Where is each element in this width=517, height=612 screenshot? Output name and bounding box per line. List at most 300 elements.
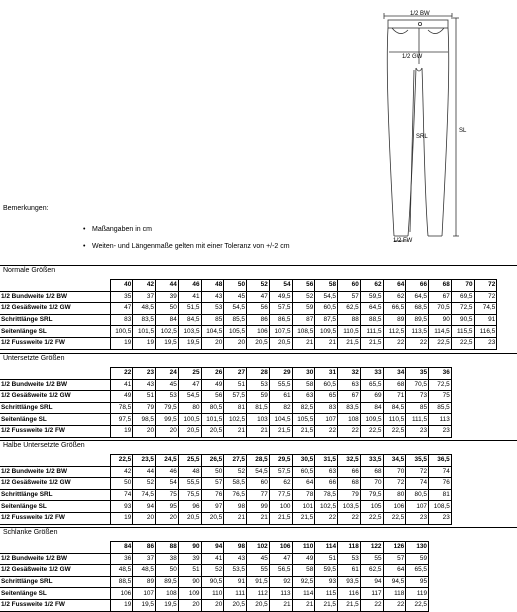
measurement-value: 22 <box>360 599 383 611</box>
measurement-value: 23 <box>429 512 452 524</box>
measurement-value: 50 <box>110 478 133 490</box>
measurement-value: 56 <box>201 391 224 403</box>
measurement-value: 20,5 <box>247 337 270 349</box>
measurement-value: 110 <box>201 588 224 600</box>
measurement-value: 20 <box>201 599 224 611</box>
measurement-value: 111 <box>224 588 247 600</box>
measurement-value: 102,5 <box>315 501 338 513</box>
size-header-cell: 35 <box>406 368 429 380</box>
measurement-value: 23 <box>429 425 452 437</box>
size-header-cell: 24 <box>156 368 179 380</box>
measurement-label: Seitenlänge SL <box>0 414 110 426</box>
measurement-label: 1/2 Fussweite 1/2 FW <box>0 425 110 437</box>
hip-measure-label: 1/2 GW <box>402 54 423 60</box>
section-title: Untersetzte Größen <box>3 355 65 362</box>
measurement-value: 82,5 <box>292 402 315 414</box>
measurement-value: 72 <box>474 291 497 303</box>
size-header-cell: 88 <box>156 542 179 554</box>
measurement-value: 19,5 <box>133 599 156 611</box>
measurement-value: 45 <box>247 553 270 565</box>
measurement-value: 100,5 <box>110 326 133 338</box>
measurement-value: 71 <box>383 391 406 403</box>
measurement-value: 116,5 <box>474 326 497 338</box>
measurement-value: 88,5 <box>360 314 383 326</box>
measurement-value: 75 <box>156 489 179 501</box>
measurement-value: 114 <box>292 588 315 600</box>
size-header-cell: 30,5 <box>292 455 315 467</box>
measurement-value: 99,5 <box>156 414 179 426</box>
measurement-value: 67 <box>429 291 452 303</box>
size-header-cell: 29,5 <box>269 455 292 467</box>
measurement-value: 55,5 <box>269 379 292 391</box>
measurement-value: 68,5 <box>406 303 429 315</box>
measurement-value: 86 <box>247 314 270 326</box>
size-table <box>0 367 452 438</box>
measurement-value: 102,5 <box>224 414 247 426</box>
measurement-value: 64 <box>383 565 406 577</box>
measurement-value: 105,5 <box>224 326 247 338</box>
measurement-value: 62 <box>269 478 292 490</box>
measurement-value: 58 <box>292 379 315 391</box>
measurement-value: 21 <box>224 512 247 524</box>
measurement-value: 54,5 <box>315 291 338 303</box>
measurement-value: 22,5 <box>429 337 452 349</box>
measurement-value: 51 <box>178 565 201 577</box>
measurement-value: 87 <box>292 314 315 326</box>
measurement-value: 66 <box>338 466 361 478</box>
measurement-label: 1/2 Bundweite 1/2 BW <box>0 291 110 303</box>
measurement-value: 93 <box>315 576 338 588</box>
measurement-row <box>0 599 429 611</box>
measurement-value: 65 <box>315 391 338 403</box>
size-header-cell: 102 <box>247 542 270 554</box>
measurement-value: 101,5 <box>133 326 156 338</box>
measurement-value: 35 <box>110 291 133 303</box>
measurement-value: 63 <box>315 466 338 478</box>
measurement-value: 45 <box>156 379 179 391</box>
measurement-value: 70 <box>360 478 383 490</box>
measurement-row <box>0 291 497 303</box>
measurement-value: 115 <box>315 588 338 600</box>
measurement-value: 22,5 <box>383 425 406 437</box>
measurement-value: 68 <box>338 478 361 490</box>
measurement-value: 90 <box>429 314 452 326</box>
measurement-value: 63 <box>292 391 315 403</box>
size-table <box>0 454 452 525</box>
measurement-value: 88 <box>338 314 361 326</box>
measurement-value: 108,5 <box>429 501 452 513</box>
size-header-cell: 66 <box>406 280 429 292</box>
measurement-value: 112 <box>247 588 270 600</box>
measurement-value: 22 <box>338 425 361 437</box>
measurement-value: 116 <box>338 588 361 600</box>
measurement-value: 93,5 <box>338 576 361 588</box>
measurement-value: 48,5 <box>133 565 156 577</box>
measurement-value: 75 <box>429 391 452 403</box>
measurement-value: 21,5 <box>360 337 383 349</box>
size-header-cell: 28 <box>247 368 270 380</box>
measurement-value: 19,5 <box>178 337 201 349</box>
size-header-cell: 114 <box>315 542 338 554</box>
measurement-value: 89 <box>383 314 406 326</box>
measurement-value: 74 <box>406 478 429 490</box>
measurement-value: 79,5 <box>156 402 179 414</box>
measurement-value: 20,5 <box>224 599 247 611</box>
side-length-measure-label: SL <box>459 128 467 134</box>
measurement-value: 57 <box>201 478 224 490</box>
measurement-value: 53 <box>247 379 270 391</box>
measurement-label: Seitenlänge SL <box>0 501 110 513</box>
measurement-value: 101,5 <box>201 414 224 426</box>
measurement-value: 103,5 <box>338 501 361 513</box>
measurement-value: 85 <box>201 314 224 326</box>
measurement-value: 22,5 <box>360 512 383 524</box>
size-header-cell: 26 <box>201 368 224 380</box>
measurement-row <box>0 337 497 349</box>
measurement-value: 100 <box>269 501 292 513</box>
measurement-value: 53 <box>156 391 179 403</box>
measurement-value: 100,5 <box>178 414 201 426</box>
measurement-label: Schrittlänge SRL <box>0 489 110 501</box>
measurement-value: 64 <box>292 478 315 490</box>
measurement-value: 77 <box>247 489 270 501</box>
measurement-value: 20,5 <box>201 512 224 524</box>
header-label-cell <box>0 455 110 467</box>
measurement-value: 50 <box>156 303 179 315</box>
measurement-value: 23 <box>474 337 497 349</box>
size-header-cell: 34 <box>383 368 406 380</box>
size-header-cell: 54 <box>269 280 292 292</box>
size-header-cell: 34,5 <box>383 455 406 467</box>
measurement-value: 70,5 <box>429 303 452 315</box>
measurement-value: 96 <box>178 501 201 513</box>
size-header-cell: 24,5 <box>156 455 179 467</box>
size-header-cell: 106 <box>269 542 292 554</box>
measurement-label: 1/2 Bundweite 1/2 BW <box>0 466 110 478</box>
measurement-value: 53 <box>201 303 224 315</box>
measurement-value: 111,5 <box>406 414 429 426</box>
measurement-value: 48 <box>178 466 201 478</box>
size-table <box>0 541 429 612</box>
measurement-row <box>0 466 451 478</box>
measurement-value: 20 <box>224 337 247 349</box>
measurement-value: 49 <box>110 391 133 403</box>
measurement-value: 110,5 <box>338 326 361 338</box>
measurement-row <box>0 512 451 524</box>
measurement-value: 23 <box>406 425 429 437</box>
measurement-value: 85,5 <box>224 314 247 326</box>
measurement-value: 95 <box>156 501 179 513</box>
measurement-value: 78 <box>292 489 315 501</box>
section-divider <box>0 265 517 266</box>
measurement-value: 65,5 <box>406 565 429 577</box>
header-label-cell <box>0 280 110 292</box>
size-header-cell: 33 <box>360 368 383 380</box>
measurement-label: 1/2 Gesäßweite 1/2 GW <box>0 565 110 577</box>
measurement-value: 52 <box>201 565 224 577</box>
measurement-value: 55 <box>360 553 383 565</box>
measurement-value: 90,5 <box>451 314 474 326</box>
measurement-value: 77,5 <box>269 489 292 501</box>
measurement-row <box>0 553 429 565</box>
measurement-value: 42 <box>110 466 133 478</box>
measurement-value: 83,5 <box>338 402 361 414</box>
measurement-label: 1/2 Fussweite 1/2 FW <box>0 337 110 349</box>
measurement-value: 80 <box>383 489 406 501</box>
size-header-cell: 130 <box>406 542 429 554</box>
measurement-value: 19 <box>110 425 133 437</box>
measurement-label: 1/2 Fussweite 1/2 FW <box>0 599 110 611</box>
measurement-value: 21,5 <box>269 425 292 437</box>
size-header-cell: 25 <box>178 368 201 380</box>
measurement-value: 98 <box>224 501 247 513</box>
size-header-cell: 52 <box>247 280 270 292</box>
measurement-row <box>0 576 429 588</box>
measurement-value: 56 <box>247 303 270 315</box>
measurement-value: 83 <box>110 314 133 326</box>
measurement-value: 49,5 <box>269 291 292 303</box>
measurement-value: 107 <box>133 588 156 600</box>
measurement-row <box>0 565 429 577</box>
remark-tolerance: • Weiten- und Längenmaße gelten mit einer Toleranz von +/-2 cm <box>92 243 290 250</box>
measurement-value: 21 <box>247 512 270 524</box>
size-header-cell: 31,5 <box>315 455 338 467</box>
size-header-cell: 62 <box>360 280 383 292</box>
size-header-cell: 32,5 <box>338 455 361 467</box>
measurement-value: 80,5 <box>406 489 429 501</box>
measurement-value: 106 <box>110 588 133 600</box>
measurement-value: 59,5 <box>315 565 338 577</box>
size-table <box>0 279 497 350</box>
measurement-value: 78,5 <box>315 489 338 501</box>
measurement-value: 20,5 <box>178 425 201 437</box>
measurement-value: 95 <box>406 576 429 588</box>
measurement-value: 114,5 <box>429 326 452 338</box>
measurement-value: 20,5 <box>247 599 270 611</box>
measurement-value: 54,5 <box>224 303 247 315</box>
measurement-row <box>0 303 497 315</box>
size-header-cell: 25,5 <box>178 455 201 467</box>
measurement-label: 1/2 Bundweite 1/2 BW <box>0 379 110 391</box>
size-header-cell: 42 <box>133 280 156 292</box>
measurement-value: 76 <box>201 489 224 501</box>
measurement-value: 109,5 <box>360 414 383 426</box>
measurement-value: 94 <box>360 576 383 588</box>
inseam-measure-label: SRL <box>416 134 428 140</box>
measurement-value: 56,5 <box>269 565 292 577</box>
measurement-row <box>0 379 451 391</box>
measurement-value: 60,5 <box>292 466 315 478</box>
measurement-value: 85,5 <box>429 402 452 414</box>
hem-measure-label: 1/2 FW <box>393 238 413 244</box>
measurement-value: 19 <box>133 337 156 349</box>
measurement-value: 58,5 <box>224 478 247 490</box>
measurement-value: 104,5 <box>201 326 224 338</box>
section-title: Halbe Untersetzte Größen <box>3 442 85 449</box>
measurement-value: 108 <box>338 414 361 426</box>
measurement-value: 66,5 <box>383 303 406 315</box>
measurement-row <box>0 478 451 490</box>
measurement-value: 118 <box>383 588 406 600</box>
measurement-value: 22 <box>383 599 406 611</box>
measurement-value: 21,5 <box>338 599 361 611</box>
measurement-value: 57,5 <box>224 391 247 403</box>
size-header-cell: 27,5 <box>224 455 247 467</box>
measurement-value: 48,5 <box>110 565 133 577</box>
measurement-value: 54,5 <box>178 391 201 403</box>
measurement-value: 107 <box>406 501 429 513</box>
measurement-value: 105,5 <box>292 414 315 426</box>
measurement-value: 41 <box>110 379 133 391</box>
measurement-value: 78,5 <box>110 402 133 414</box>
measurement-value: 54,5 <box>247 466 270 478</box>
measurement-value: 43 <box>224 553 247 565</box>
measurement-value: 98,5 <box>133 414 156 426</box>
measurement-value: 89 <box>133 576 156 588</box>
measurement-value: 21,5 <box>292 425 315 437</box>
measurement-value: 50 <box>201 466 224 478</box>
measurement-value: 59 <box>247 391 270 403</box>
measurement-value: 61 <box>269 391 292 403</box>
size-header-cell: 27 <box>224 368 247 380</box>
measurement-value: 79 <box>133 402 156 414</box>
measurement-value: 91,5 <box>247 576 270 588</box>
measurement-value: 52 <box>224 466 247 478</box>
measurement-value: 107 <box>315 414 338 426</box>
measurement-value: 23 <box>406 512 429 524</box>
measurement-value: 21 <box>292 337 315 349</box>
measurement-value: 103 <box>247 414 270 426</box>
measurement-value: 109 <box>178 588 201 600</box>
measurement-value: 72,5 <box>451 303 474 315</box>
measurement-row <box>0 326 497 338</box>
measurement-value: 117 <box>360 588 383 600</box>
measurement-label: Schrittlänge SRL <box>0 576 110 588</box>
measurement-value: 51 <box>224 379 247 391</box>
measurement-value: 89,5 <box>156 576 179 588</box>
measurement-value: 84 <box>156 314 179 326</box>
measurement-row <box>0 414 451 426</box>
measurement-value: 106 <box>247 326 270 338</box>
size-header-cell: 40 <box>110 280 133 292</box>
size-header-cell: 98 <box>224 542 247 554</box>
measurement-value: 20,5 <box>269 337 292 349</box>
measurement-value: 81 <box>224 402 247 414</box>
measurement-value: 84,5 <box>178 314 201 326</box>
measurement-value: 21 <box>315 337 338 349</box>
measurement-value: 61 <box>338 565 361 577</box>
measurement-value: 57 <box>383 553 406 565</box>
measurement-value: 88,5 <box>110 576 133 588</box>
size-header-cell: 68 <box>429 280 452 292</box>
measurement-value: 59,5 <box>360 291 383 303</box>
measurement-value: 49 <box>292 553 315 565</box>
measurement-value: 72 <box>383 478 406 490</box>
measurement-value: 84,5 <box>383 402 406 414</box>
size-header-cell: 44 <box>156 280 179 292</box>
size-header-cell: 60 <box>338 280 361 292</box>
measurement-label: Seitenlänge SL <box>0 326 110 338</box>
measurement-value: 43 <box>133 379 156 391</box>
measurement-value: 94,5 <box>383 576 406 588</box>
measurement-value: 86,5 <box>269 314 292 326</box>
size-header-cell: 33,5 <box>360 455 383 467</box>
measurement-value: 57,5 <box>269 466 292 478</box>
size-header-cell: 58 <box>315 280 338 292</box>
measurement-row <box>0 588 429 600</box>
measurement-value: 20,5 <box>178 512 201 524</box>
measurement-value: 47 <box>178 379 201 391</box>
size-header-cell: 126 <box>383 542 406 554</box>
measurement-value: 106 <box>383 501 406 513</box>
measurement-row <box>0 314 497 326</box>
measurement-value: 46 <box>156 466 179 478</box>
section-title: Normale Größen <box>3 267 56 274</box>
measurement-value: 87,5 <box>315 314 338 326</box>
measurement-value: 75,5 <box>178 489 201 501</box>
measurement-value: 74 <box>429 466 452 478</box>
measurement-value: 20 <box>201 337 224 349</box>
measurement-value: 52 <box>133 478 156 490</box>
size-header-cell: 35,5 <box>406 455 429 467</box>
measurement-value: 68 <box>360 466 383 478</box>
size-header-cell: 50 <box>224 280 247 292</box>
measurement-value: 21,5 <box>292 512 315 524</box>
measurement-value: 113,5 <box>406 326 429 338</box>
measurement-value: 108 <box>156 588 179 600</box>
measurement-value: 39 <box>178 553 201 565</box>
measurement-label: 1/2 Gesäßweite 1/2 GW <box>0 478 110 490</box>
measurement-value: 112,5 <box>383 326 406 338</box>
size-header-cell: 31 <box>315 368 338 380</box>
measurement-label: 1/2 Gesäßweite 1/2 GW <box>0 391 110 403</box>
measurement-value: 38 <box>156 553 179 565</box>
measurement-value: 22,5 <box>451 337 474 349</box>
measurement-value: 69,5 <box>451 291 474 303</box>
measurement-value: 53 <box>338 553 361 565</box>
measurement-value: 113 <box>429 414 452 426</box>
measurement-value: 20 <box>133 512 156 524</box>
measurement-value: 21 <box>269 599 292 611</box>
measurement-value: 64,5 <box>406 291 429 303</box>
measurement-value: 67 <box>338 391 361 403</box>
measurement-value: 43 <box>201 291 224 303</box>
measurement-row <box>0 402 451 414</box>
measurement-value: 62 <box>383 291 406 303</box>
size-header-cell: 72 <box>474 280 497 292</box>
measurement-value: 51 <box>133 391 156 403</box>
measurement-value: 55,5 <box>178 478 201 490</box>
measurement-value: 74,5 <box>474 303 497 315</box>
measurement-value: 20,5 <box>201 425 224 437</box>
size-header-cell: 56 <box>292 280 315 292</box>
measurement-value: 91 <box>474 314 497 326</box>
size-header-cell: 26,5 <box>201 455 224 467</box>
measurement-value: 79,5 <box>360 489 383 501</box>
measurement-value: 20 <box>156 425 179 437</box>
size-header-cell: 90 <box>178 542 201 554</box>
measurement-value: 111,5 <box>360 326 383 338</box>
size-header-row <box>0 280 497 292</box>
measurement-value: 22 <box>338 512 361 524</box>
measurement-value: 72,5 <box>429 379 452 391</box>
measurement-value: 110,5 <box>383 414 406 426</box>
waist-measure-label: 1/2 BW <box>410 11 430 17</box>
measurement-value: 58 <box>292 565 315 577</box>
measurement-value: 22 <box>315 512 338 524</box>
measurement-value: 57 <box>338 291 361 303</box>
measurement-value: 83,5 <box>133 314 156 326</box>
